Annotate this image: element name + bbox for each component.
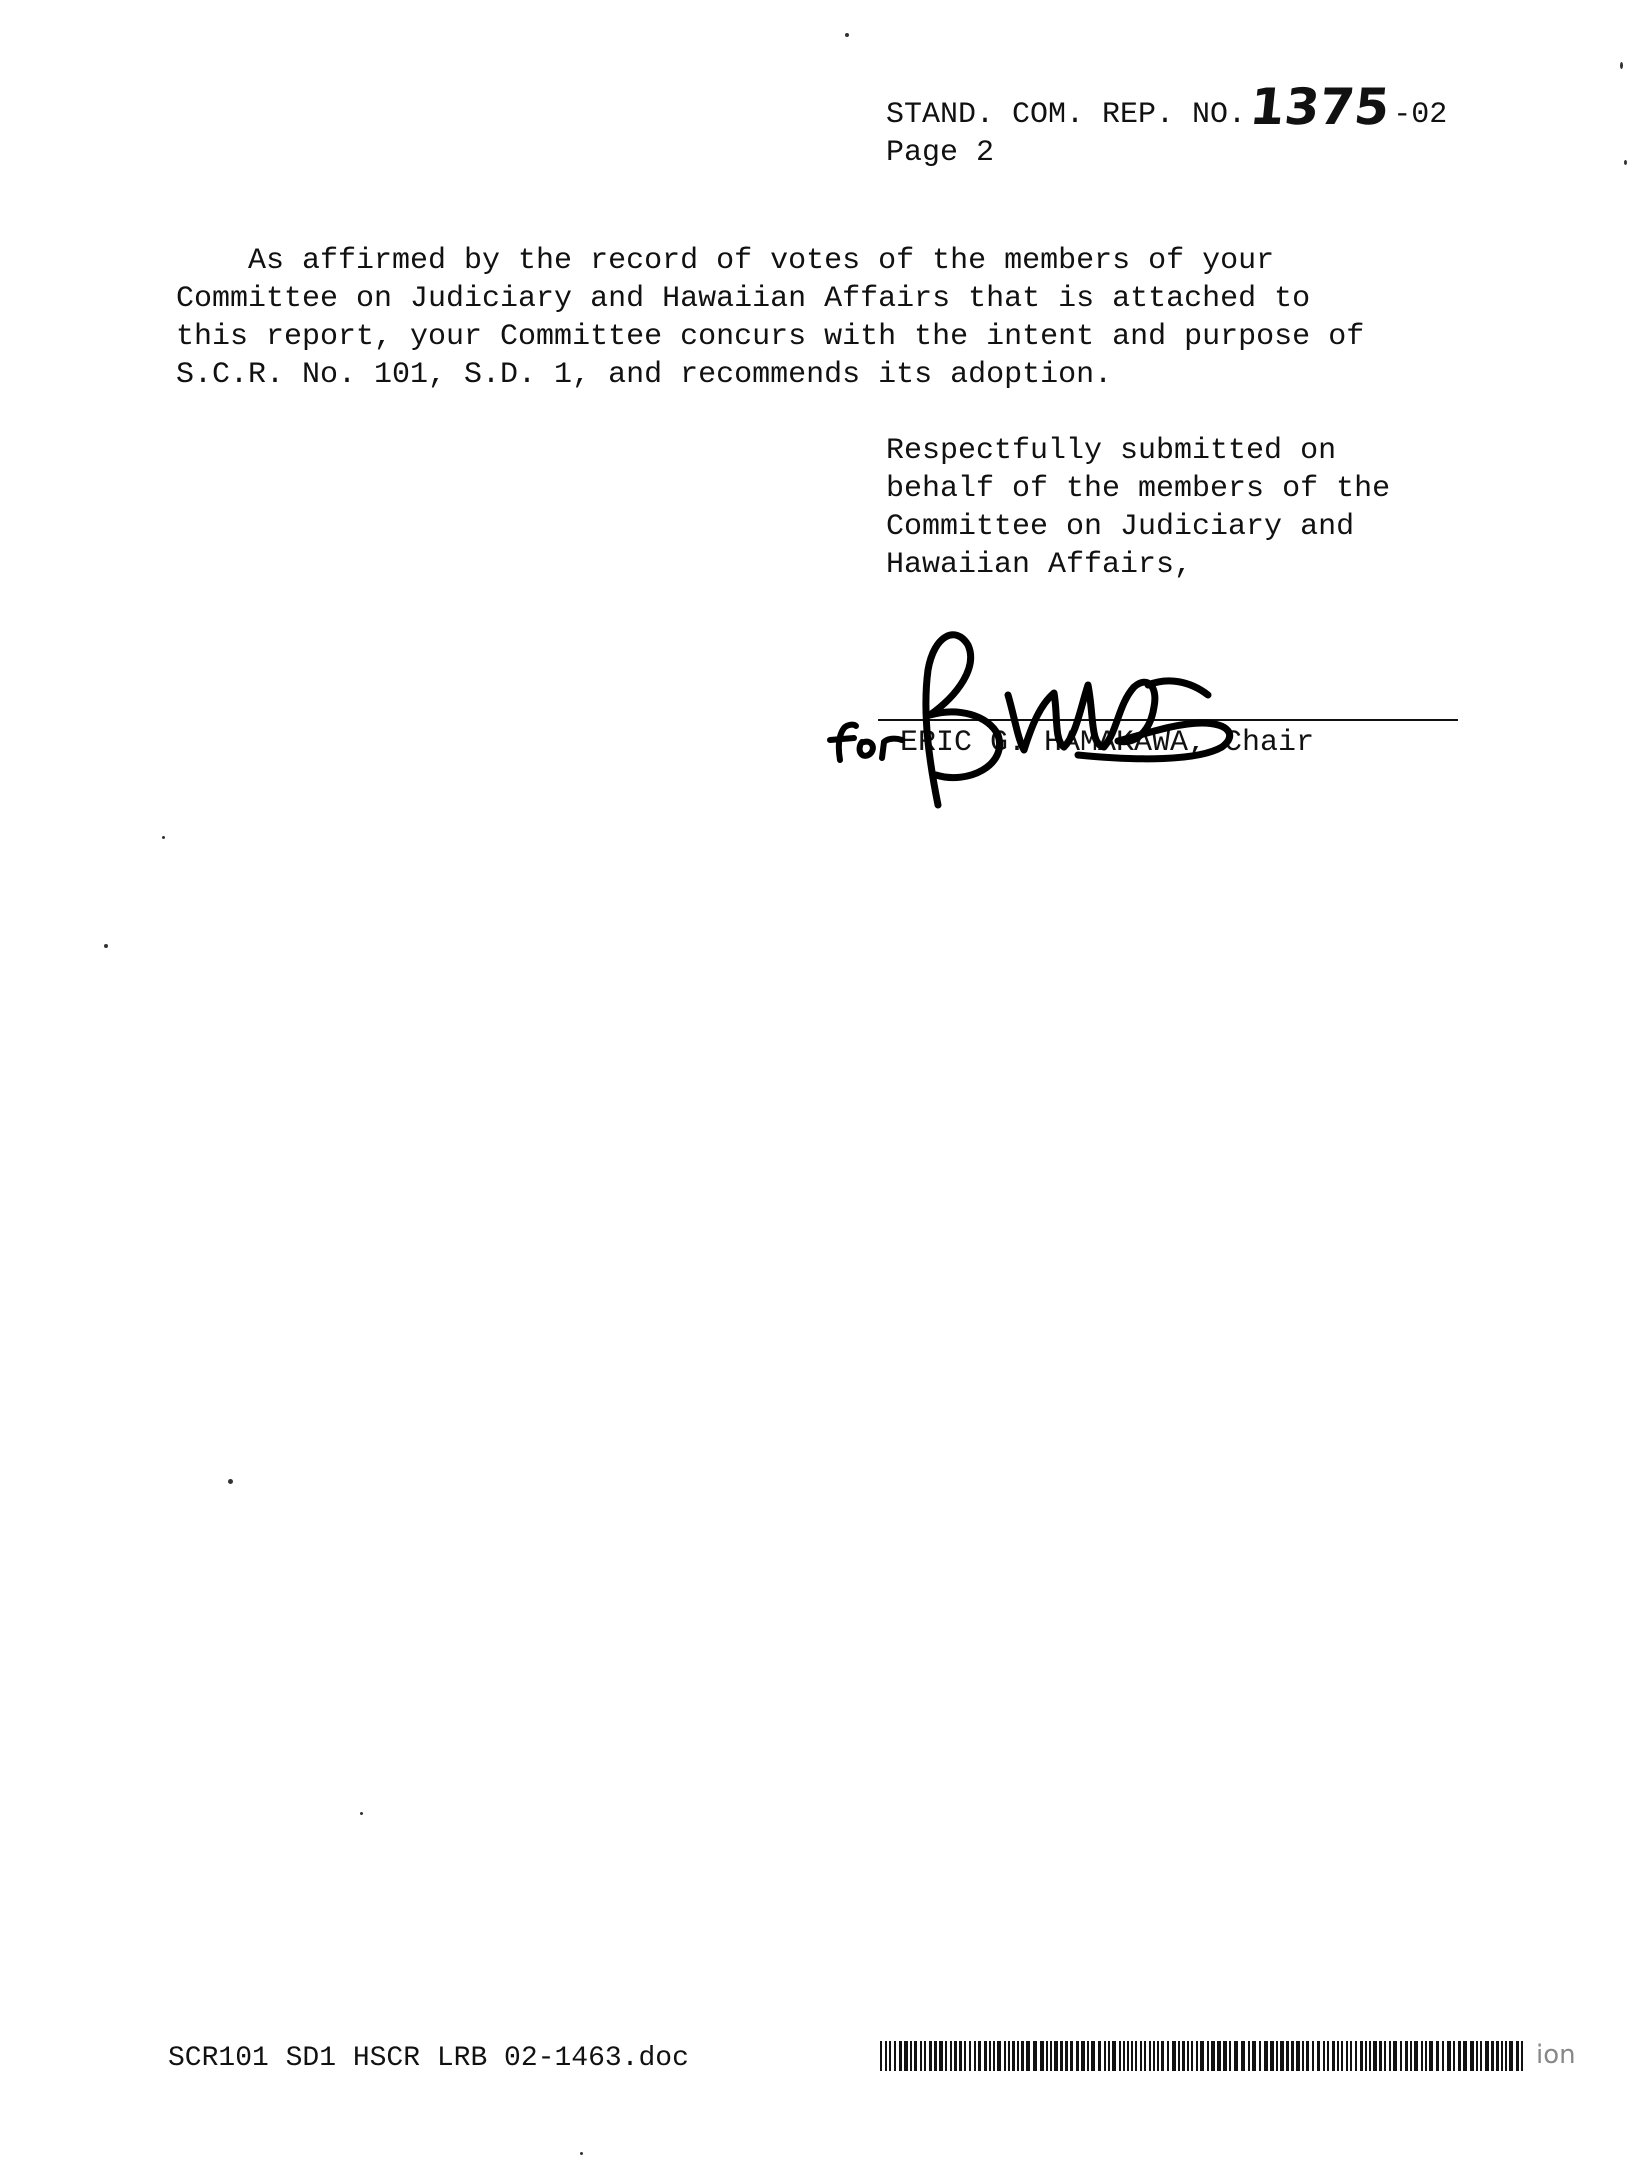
barcode-bar <box>1004 2041 1006 2071</box>
barcode-bar <box>1436 2041 1439 2071</box>
barcode-bar <box>1140 2041 1142 2071</box>
barcode-bar <box>945 2041 947 2071</box>
barcode-bar <box>920 2041 922 2071</box>
report-header <box>886 78 1448 172</box>
barcode-bar <box>1291 2041 1294 2071</box>
barcode-bar <box>1131 2041 1133 2071</box>
barcode-bar <box>1087 2041 1089 2071</box>
scan-speck <box>1620 62 1623 69</box>
body-line: As affirmed by the record of votes of the members of your <box>176 244 1275 278</box>
barcode-bar <box>1021 2041 1024 2071</box>
report-label: STAND. COM. REP. NO. <box>886 98 1247 132</box>
barcode-bar <box>1317 2041 1320 2071</box>
barcode-bar <box>1104 2041 1106 2071</box>
barcode-bar <box>1521 2041 1523 2071</box>
scan-speck <box>360 1812 363 1815</box>
barcode-bar <box>1182 2041 1185 2071</box>
barcode-bar <box>950 2041 952 2071</box>
barcode-bar <box>1264 2041 1268 2071</box>
barcode-bar <box>904 2041 908 2071</box>
barcode-bar <box>1429 2041 1433 2071</box>
barcode <box>880 2041 1530 2075</box>
barcode-bar <box>1346 2041 1348 2071</box>
barcode-bar <box>1196 2041 1198 2071</box>
scan-speck <box>1624 160 1627 165</box>
barcode-bar <box>1421 2041 1423 2071</box>
barcode-bar <box>1017 2041 1019 2071</box>
report-number-handwritten: 1375 <box>1247 78 1393 136</box>
barcode-bar <box>1248 2041 1250 2071</box>
barcode-bar <box>1410 2041 1412 2071</box>
barcode-bar <box>1153 2041 1155 2071</box>
barcode-bar <box>1252 2041 1256 2071</box>
barcode-bar <box>1008 2041 1010 2071</box>
barcode-bar <box>1296 2041 1300 2071</box>
body-line: S.C.R. No. 101, S.D. 1, and recommends its adoption. <box>176 358 1113 392</box>
barcode-bar <box>1442 2041 1444 2071</box>
barcode-bar <box>1384 2041 1386 2071</box>
barcode-bar <box>889 2041 891 2071</box>
barcode-bar <box>969 2041 971 2071</box>
barcode-bar <box>880 2041 882 2071</box>
barcode-bar <box>1135 2041 1137 2071</box>
barcode-bar <box>885 2041 887 2071</box>
barcode-bar <box>1026 2041 1030 2071</box>
barcode-bar <box>1033 2041 1037 2071</box>
barcode-bar <box>914 2041 917 2071</box>
barcode-bar <box>1302 2041 1304 2071</box>
barcode-bar <box>1505 2041 1507 2071</box>
barcode-bar <box>993 2041 995 2071</box>
handwritten-signature <box>818 615 1298 815</box>
barcode-bar <box>989 2041 991 2071</box>
barcode-bar <box>1341 2041 1343 2071</box>
barcode-bar <box>1400 2041 1402 2071</box>
barcode-bar <box>894 2041 896 2071</box>
closing-line: Hawaiian Affairs, <box>886 548 1193 582</box>
barcode-bar <box>1458 2041 1461 2071</box>
barcode-bar <box>1414 2041 1418 2071</box>
barcode-bar <box>1223 2041 1227 2071</box>
barcode-bar <box>974 2041 976 2071</box>
scan-speck <box>228 1479 233 1484</box>
barcode-bar <box>1463 2041 1467 2071</box>
barcode-bar <box>1161 2041 1164 2071</box>
barcode-bar <box>1157 2041 1159 2071</box>
barcode-bar <box>1470 2041 1474 2071</box>
scan-speck <box>845 33 849 37</box>
barcode-bar <box>1379 2041 1382 2071</box>
barcode-bar <box>1405 2041 1408 2071</box>
barcode-bar <box>1012 2041 1015 2071</box>
page-number: Page 2 <box>886 136 995 170</box>
barcode-bar <box>1234 2041 1238 2071</box>
barcode-bar <box>1476 2041 1478 2071</box>
barcode-bar <box>1229 2041 1231 2071</box>
barcode-bar <box>1360 2041 1363 2071</box>
barcode-bar <box>1060 2041 1063 2071</box>
barcode-suffix: ion <box>1536 2040 1576 2070</box>
barcode-bar <box>1453 2041 1455 2071</box>
barcode-bar <box>1054 2041 1058 2071</box>
barcode-bar <box>978 2041 981 2071</box>
closing-block <box>886 432 1390 584</box>
barcode-bar <box>1050 2041 1052 2071</box>
barcode-bar <box>1286 2041 1289 2071</box>
barcode-bar <box>1119 2041 1121 2071</box>
barcode-bar <box>1332 2041 1335 2071</box>
barcode-bar <box>1144 2041 1146 2071</box>
barcode-bar <box>1091 2041 1095 2071</box>
barcode-bar <box>1327 2041 1329 2071</box>
barcode-bar <box>1187 2041 1189 2071</box>
closing-line: Respectfully submitted on <box>886 434 1337 468</box>
barcode-bar <box>1323 2041 1325 2071</box>
for-mark <box>826 720 906 766</box>
barcode-bar <box>1509 2041 1513 2071</box>
barcode-bar <box>1178 2041 1180 2071</box>
barcode-bar <box>924 2041 926 2071</box>
barcode-bar <box>899 2041 902 2071</box>
report-suffix: -02 <box>1393 98 1448 132</box>
barcode-bar <box>1065 2041 1068 2071</box>
barcode-bar <box>1337 2041 1339 2071</box>
barcode-bar <box>1112 2041 1116 2071</box>
barcode-bar <box>1393 2041 1397 2071</box>
barcode-bar <box>1516 2041 1519 2071</box>
barcode-bar <box>1350 2041 1352 2071</box>
barcode-bar <box>1425 2041 1427 2071</box>
barcode-bar <box>1276 2041 1278 2071</box>
barcode-bar <box>939 2041 943 2071</box>
barcode-bar <box>1496 2041 1499 2071</box>
barcode-bar <box>1081 2041 1085 2071</box>
barcode-bar <box>1070 2041 1073 2071</box>
barcode-bar <box>1485 2041 1489 2071</box>
barcode-bar <box>929 2041 932 2071</box>
barcode-bar <box>1076 2041 1079 2071</box>
barcode-bar <box>1108 2041 1110 2071</box>
barcode-bar <box>964 2041 966 2071</box>
barcode-bar <box>1207 2041 1209 2071</box>
body-paragraph <box>176 242 1516 394</box>
closing-line: Committee on Judiciary and <box>886 510 1355 544</box>
barcode-bar <box>1491 2041 1494 2071</box>
barcode-bar <box>954 2041 957 2071</box>
barcode-bar <box>1127 2041 1129 2071</box>
barcode-bar <box>1501 2041 1503 2071</box>
barcode-bar <box>910 2041 912 2071</box>
barcode-bar <box>1172 2041 1176 2071</box>
document-filename: SCR101 SD1 HSCR LRB 02-1463.doc <box>168 2043 689 2074</box>
report-number-line <box>886 78 1448 136</box>
scan-speck <box>580 2152 583 2155</box>
barcode-bar <box>1217 2041 1221 2071</box>
barcode-bar <box>1389 2041 1391 2071</box>
barcode-bar <box>1098 2041 1101 2071</box>
barcode-bar <box>959 2041 962 2071</box>
barcode-bar <box>1369 2041 1371 2071</box>
barcode-bar <box>1167 2041 1169 2071</box>
barcode-bar <box>934 2041 937 2071</box>
barcode-bar <box>1280 2041 1284 2071</box>
barcode-bar <box>1355 2041 1357 2071</box>
barcode-bar <box>1373 2041 1377 2071</box>
barcode-bar <box>1123 2041 1125 2071</box>
closing-line: behalf of the members of the <box>886 472 1391 506</box>
barcode-bar <box>1191 2041 1193 2071</box>
barcode-bar <box>1241 2041 1245 2071</box>
barcode-bar <box>1270 2041 1274 2071</box>
barcode-bar <box>1480 2041 1482 2071</box>
barcode-bar <box>1306 2041 1309 2071</box>
body-line: Committee on Judiciary and Hawaiian Affairs that is attached to <box>176 282 1311 316</box>
barcode-bar <box>1447 2041 1451 2071</box>
scan-speck <box>162 836 165 839</box>
barcode-bar <box>1211 2041 1215 2071</box>
body-line: this report, your Committee concurs with the intent and purpose of <box>176 320 1365 354</box>
barcode-bar <box>1312 2041 1314 2071</box>
barcode-bar <box>997 2041 1001 2071</box>
signer-name: ERIC G. HAMAKAWA, Chair <box>900 726 1315 760</box>
barcode-bar <box>1365 2041 1367 2071</box>
scan-speck <box>104 944 108 948</box>
barcode-bar <box>1149 2041 1151 2071</box>
barcode-bar <box>1259 2041 1261 2071</box>
barcode-bar <box>1040 2041 1044 2071</box>
barcode-bar <box>1200 2041 1204 2071</box>
barcode-bar <box>1046 2041 1048 2071</box>
barcode-bar <box>984 2041 987 2071</box>
